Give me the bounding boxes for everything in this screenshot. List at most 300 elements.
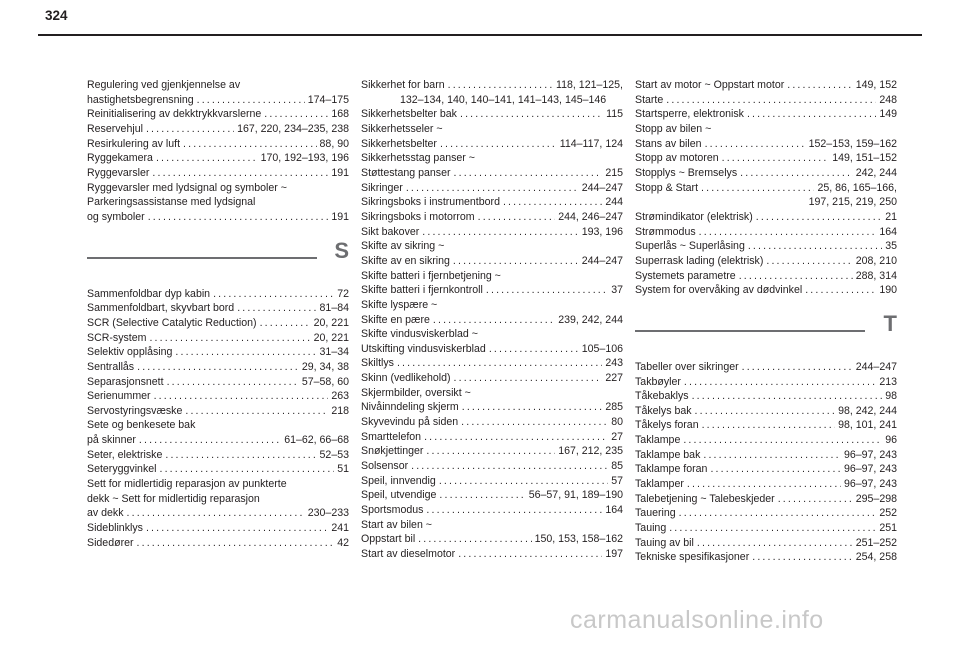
index-entry	[635, 151, 897, 166]
index-entry-row	[361, 371, 623, 386]
index-entry-row	[635, 521, 897, 536]
index-term: Tåkelys bak	[635, 404, 692, 417]
page-refs: 81–84	[319, 302, 349, 315]
page-refs: 251–252	[855, 536, 897, 549]
index-term: Strømindikator (elektrisk)	[635, 210, 753, 223]
index-entry	[87, 521, 349, 536]
index-entry	[87, 477, 349, 521]
index-term: Tabeller over sikringer	[635, 360, 739, 373]
index-entry-row	[635, 93, 897, 108]
index-entry-text: Start av bilen ~	[361, 518, 432, 531]
page-refs: 164	[879, 225, 897, 238]
dot-leader	[183, 137, 317, 152]
index-entry-text: Sete og benkesete bak	[87, 419, 196, 432]
page-refs: 167, 212, 235	[558, 445, 623, 458]
dot-leader	[702, 418, 835, 433]
index-entry-row	[361, 283, 623, 298]
page-refs: 96–97, 243	[843, 463, 897, 476]
dot-leader	[453, 254, 579, 269]
index-entry-row	[87, 210, 349, 225]
dot-leader	[433, 313, 555, 328]
r-entries	[87, 78, 349, 225]
index-term: Strømmodus	[635, 225, 696, 238]
dot-leader	[139, 433, 281, 448]
page-refs: 191	[331, 166, 349, 179]
index-entry-row	[361, 532, 623, 547]
index-entry-row	[361, 166, 623, 181]
index-entry-row	[361, 225, 623, 240]
index-entry-row	[635, 550, 897, 565]
index-entry	[635, 166, 897, 181]
dot-leader	[458, 547, 602, 562]
index-entry-row	[87, 345, 349, 360]
index-term: Ryggekamera	[87, 152, 153, 165]
dot-leader	[439, 474, 608, 489]
page-refs: 170, 192–193, 196	[260, 152, 349, 165]
index-entry	[635, 462, 897, 477]
index-term: SCR-system	[87, 331, 147, 344]
index-entry-row	[87, 404, 349, 419]
index-entry-row	[87, 389, 349, 404]
index-term: Sikkerhetsbelter	[361, 137, 437, 150]
dot-leader	[747, 107, 876, 122]
index-entry	[87, 389, 349, 404]
index-entry-row	[361, 195, 623, 210]
dot-leader	[486, 283, 608, 298]
dot-leader	[699, 225, 877, 240]
index-entry	[361, 547, 623, 562]
dot-leader	[424, 430, 608, 445]
index-term: Utskifting vindusviskerblad	[361, 342, 486, 355]
index-entry-text: Ryggevarsler med lydsignal og symboler ~	[87, 181, 287, 194]
index-entry-row	[635, 462, 897, 477]
page-refs: 295–298	[855, 492, 897, 505]
index-entry-row	[361, 459, 623, 474]
page-refs: 51	[337, 463, 349, 476]
index-term: Tauing av bil	[635, 536, 694, 549]
dot-leader	[148, 210, 329, 225]
index-term: Startsperre, elektronisk	[635, 108, 744, 121]
index-term: Superrask lading (elektrisk)	[635, 254, 764, 267]
index-term: Tekniske spesifikasjoner	[635, 551, 750, 564]
index-entry-row	[87, 433, 349, 448]
index-entry	[361, 430, 623, 445]
dot-leader	[752, 550, 853, 565]
index-entry	[361, 386, 623, 415]
dot-leader	[137, 536, 335, 551]
index-entry	[361, 151, 623, 180]
index-term: Systemets parametre	[635, 269, 736, 282]
index-entry	[635, 404, 897, 419]
index-entry	[361, 298, 623, 327]
index-entry-row	[361, 107, 623, 122]
index-entry-row	[635, 137, 897, 152]
index-entry-row	[635, 448, 897, 463]
dot-leader	[397, 356, 602, 371]
page-refs: 57	[611, 474, 623, 487]
index-entry-row	[635, 536, 897, 551]
index-entry	[635, 389, 897, 404]
page-refs: 263	[331, 390, 349, 403]
index-term: Seter, elektriske	[87, 448, 163, 461]
index-entry	[635, 239, 897, 254]
index-entry	[87, 78, 349, 107]
index-entry	[635, 477, 897, 492]
index-entry-row	[635, 418, 897, 433]
index-term: Reservehjul	[87, 122, 143, 135]
dot-leader	[740, 166, 853, 181]
index-entry	[635, 418, 897, 433]
dot-leader	[422, 225, 578, 240]
index-term: Skifte en pære	[361, 313, 430, 326]
index-entry-row	[87, 122, 349, 137]
index-entry-row	[87, 137, 349, 152]
index-entry	[635, 107, 897, 122]
dot-leader	[503, 195, 602, 210]
index-term: Takbøyler	[635, 375, 681, 388]
dot-leader	[461, 415, 608, 430]
index-term: Sportsmodus	[361, 504, 424, 517]
dot-leader	[697, 536, 853, 551]
dot-leader	[462, 400, 603, 415]
index-entry	[361, 503, 623, 518]
page-refs: 149, 152	[855, 79, 897, 91]
index-entry	[87, 122, 349, 137]
dot-leader	[418, 532, 531, 547]
dot-leader	[478, 210, 556, 225]
index-term: Solsensor	[361, 460, 409, 473]
index-entry	[87, 316, 349, 331]
dot-leader	[669, 521, 876, 536]
dot-leader	[684, 375, 876, 390]
s-entries-end	[635, 78, 897, 298]
index-entry	[635, 93, 897, 108]
index-entry-text: Skjermbilder, oversikt ~	[361, 386, 471, 399]
page-refs: 244	[605, 196, 623, 209]
dot-leader	[146, 521, 328, 536]
index-entry-row	[87, 301, 349, 316]
index-entry-row	[635, 375, 897, 390]
page-refs: 105–106	[581, 342, 623, 355]
section-letter-s: S	[334, 237, 349, 263]
dot-leader	[460, 107, 603, 122]
page-refs: 98	[885, 390, 897, 403]
page-refs: 167, 220, 234–235, 238	[237, 122, 349, 135]
index-term: Sammenfoldbart, skyvbart bord	[87, 302, 235, 315]
index-entry-row	[361, 474, 623, 489]
index-entry	[635, 521, 897, 536]
dot-leader	[448, 78, 553, 93]
index-term: Talebetjening ~ Talebeskjeder	[635, 492, 775, 505]
dot-leader	[165, 448, 316, 463]
index-entry	[635, 269, 897, 284]
index-entry	[87, 375, 349, 390]
dot-leader	[805, 283, 876, 298]
page-refs: 218	[331, 404, 349, 417]
index-entry	[361, 122, 623, 151]
index-entry-row	[635, 166, 897, 181]
dot-leader	[411, 459, 608, 474]
index-entry-row	[635, 239, 897, 254]
page-refs: 242, 244	[855, 166, 897, 179]
page-refs: 215	[605, 166, 623, 179]
index-entry-row	[635, 78, 897, 93]
index-entry	[87, 418, 349, 447]
dot-leader	[705, 137, 806, 152]
dot-leader	[127, 506, 305, 521]
index-entry-text: Sikkerhetsstag panser ~	[361, 152, 475, 165]
index-entry	[361, 444, 623, 459]
index-column-1	[87, 78, 349, 550]
dot-leader	[756, 210, 882, 225]
index-term: Start av motor ~ Oppstart motor	[635, 79, 785, 91]
index-entry-row	[87, 506, 349, 521]
index-term: Taklampe	[635, 434, 681, 447]
page-refs: 57–58, 60	[301, 375, 349, 388]
index-term: Stans av bilen	[635, 137, 702, 150]
index-entry	[635, 536, 897, 551]
page-refs: 241	[331, 522, 349, 535]
index-entry-row	[635, 360, 897, 375]
index-term: Sammenfoldbar dyp kabin	[87, 287, 211, 300]
dot-leader	[692, 389, 883, 404]
dot-leader	[687, 477, 841, 492]
index-entry	[87, 181, 349, 225]
index-entry-row	[635, 269, 897, 284]
index-entry	[361, 518, 623, 547]
dot-leader	[406, 181, 579, 196]
index-entry	[87, 404, 349, 419]
dot-leader	[426, 444, 555, 459]
index-entry-row	[87, 166, 349, 181]
index-entry	[361, 474, 623, 489]
dot-leader	[778, 492, 853, 507]
index-term: Støttestang panser	[361, 166, 451, 179]
page-refs: 239, 242, 244	[558, 313, 623, 326]
page-refs: 251	[879, 522, 897, 535]
section-header-t	[635, 298, 897, 360]
page-refs: 98, 101, 241	[838, 419, 897, 432]
page-refs: 96–97, 243	[843, 448, 897, 461]
index-term: Starte	[635, 93, 664, 106]
dot-leader	[695, 404, 836, 419]
dot-leader	[160, 462, 335, 477]
page-refs: 244–247	[581, 254, 623, 267]
index-entry-row	[361, 503, 623, 518]
page-refs: 168	[331, 108, 349, 121]
index-entry	[87, 151, 349, 166]
index-entry	[635, 210, 897, 225]
section-letter-t: T	[883, 310, 897, 336]
index-term: Taklampe foran	[635, 463, 708, 476]
index-entry-row	[87, 316, 349, 331]
dot-leader	[703, 448, 841, 463]
dot-leader	[237, 301, 316, 316]
index-term: Oppstart bil	[361, 533, 416, 546]
index-term: Stopp av motoren	[635, 152, 719, 165]
page-refs: 244–247	[855, 360, 897, 373]
index-entry-row	[87, 375, 349, 390]
section-rule	[635, 330, 865, 332]
index-entry	[361, 107, 623, 122]
page-refs: 244, 246–247	[558, 210, 623, 223]
page-refs: 285	[605, 401, 623, 414]
index-entry-row	[87, 360, 349, 375]
index-term: hastighetsbegrensning	[87, 93, 194, 106]
dot-leader	[440, 137, 557, 152]
index-entry-row	[361, 547, 623, 562]
page-refs: 88, 90	[319, 137, 349, 150]
index-entry-row	[361, 181, 623, 196]
index-entry-text: Skifte batteri i fjernbetjening ~	[361, 269, 501, 282]
index-entry-row	[361, 488, 623, 503]
index-entry	[635, 433, 897, 448]
index-entry	[635, 492, 897, 507]
index-term: Separasjonsnett	[87, 375, 164, 388]
index-term: Resirkulering av luft	[87, 137, 181, 150]
dot-leader	[152, 166, 328, 181]
index-entry-row	[87, 331, 349, 346]
index-entry	[361, 327, 623, 356]
index-entry-text: Parkeringsassistanse med lydsignal	[87, 196, 256, 209]
index-entry-row	[361, 444, 623, 459]
header-rule	[38, 34, 922, 36]
dot-leader	[213, 287, 334, 302]
index-entry-row	[87, 536, 349, 551]
index-term: på skinner	[87, 434, 136, 447]
page-refs: 25, 86, 165–166,	[817, 181, 897, 194]
index-term: Sentrallås	[87, 360, 135, 373]
index-term: Speil, innvendig	[361, 474, 436, 487]
index-entry-row	[361, 342, 623, 357]
index-term: Tauering	[635, 507, 676, 520]
index-term: Sikkerhetsbelter bak	[361, 108, 457, 121]
page-refs: 197	[605, 548, 623, 560]
page-refs: 96	[885, 434, 897, 447]
index-entry	[87, 166, 349, 181]
dot-leader	[489, 342, 579, 357]
dot-leader	[787, 78, 853, 93]
index-entry	[635, 122, 897, 151]
page-refs: 243	[605, 357, 623, 370]
page-refs: 152–153, 159–162	[808, 137, 897, 150]
index-term: Selektiv opplåsing	[87, 346, 173, 359]
index-term: System for overvåking av dødvinkel	[635, 284, 803, 297]
dot-leader	[137, 360, 299, 375]
index-entry-row	[635, 225, 897, 240]
page-refs: 150, 153, 158–162	[534, 533, 623, 546]
index-term: Sikt bakover	[361, 225, 420, 238]
dot-leader	[748, 239, 882, 254]
index-entry-text: Regulering ved gjenkjennelse av	[87, 79, 241, 91]
index-entry-row	[635, 477, 897, 492]
dot-leader	[260, 316, 311, 331]
page-refs: 35	[885, 240, 897, 253]
index-term: Taklampe bak	[635, 448, 701, 461]
index-entry	[361, 210, 623, 225]
index-column-2	[361, 78, 623, 562]
index-entry	[635, 550, 897, 565]
index-term: Seteryggvinkel	[87, 463, 157, 476]
index-term: Servostyringsvæske	[87, 404, 183, 417]
index-entry-row	[87, 287, 349, 302]
index-entry	[361, 181, 623, 196]
dot-leader	[710, 462, 841, 477]
index-term: Skifte av en sikring	[361, 254, 450, 267]
index-entry	[87, 331, 349, 346]
page-refs: 27	[611, 430, 623, 443]
s-entries	[87, 287, 349, 551]
dot-leader	[264, 107, 328, 122]
dot-leader	[454, 166, 603, 181]
dot-leader	[175, 345, 316, 360]
index-entry	[635, 448, 897, 463]
page-refs: 72	[337, 287, 349, 300]
index-term: Sikkerhet for barn	[361, 79, 445, 91]
page-refs: 254, 258	[855, 551, 897, 564]
index-entry	[361, 195, 623, 210]
index-term: Snøkjettinger	[361, 445, 424, 458]
index-entry-row	[635, 283, 897, 298]
index-entry-text: dekk ~ Sett for midlertidig reparasjon	[87, 492, 260, 505]
index-entry-text: Sett for midlertidig reparasjon av punkterte	[87, 478, 287, 491]
page-refs: 37	[611, 284, 623, 297]
index-term: Skinn (vedlikehold)	[361, 372, 451, 385]
index-entry-text: Skifte lyspære ~	[361, 298, 438, 311]
index-term: SCR (Selective Catalytic Reduction)	[87, 316, 257, 329]
index-term: Sikringsboks i motorrom	[361, 210, 475, 223]
index-entry	[361, 239, 623, 268]
index-entry	[361, 371, 623, 386]
index-entry-row	[635, 151, 897, 166]
index-entry-row	[635, 404, 897, 419]
index-term: Stopp & Start	[635, 181, 699, 194]
index-term: av dekk	[87, 507, 124, 520]
index-entry-row	[87, 462, 349, 477]
dot-leader	[742, 360, 853, 375]
index-term: og symboler	[87, 210, 145, 223]
dot-leader	[454, 371, 603, 386]
index-entry	[635, 283, 897, 298]
page-refs: 164	[605, 504, 623, 517]
index-entry-text: Stopp av bilen ~	[635, 122, 712, 135]
page-refs: 190	[879, 284, 897, 297]
index-entry-row	[635, 492, 897, 507]
s-entries-continued	[361, 78, 623, 562]
index-term: Sikringsboks i instrumentbord	[361, 196, 500, 209]
index-term: Tåkelys foran	[635, 419, 699, 432]
page-refs: 191	[331, 210, 349, 223]
index-column-3	[635, 78, 897, 565]
page-refs: 149, 151–152	[832, 152, 897, 165]
index-entry-row	[635, 107, 897, 122]
index-entry-text: Skifte av sikring ~	[361, 240, 445, 253]
page-refs: 227	[605, 372, 623, 385]
page-refs: 288, 314	[855, 269, 897, 282]
index-entry-row	[361, 254, 623, 269]
page-refs: 56–57, 91, 189–190	[528, 489, 623, 502]
index-entry-row	[87, 521, 349, 536]
index-entry	[87, 107, 349, 122]
page-refs: 52–53	[319, 448, 349, 461]
index-entry	[87, 301, 349, 316]
index-entry	[361, 78, 623, 107]
page-refs: 118, 121–125,	[556, 79, 623, 91]
index-entry	[87, 345, 349, 360]
page-refs: 244–247	[581, 181, 623, 194]
index-entry-row	[361, 313, 623, 328]
page-refs: 114–117, 124	[559, 137, 623, 150]
